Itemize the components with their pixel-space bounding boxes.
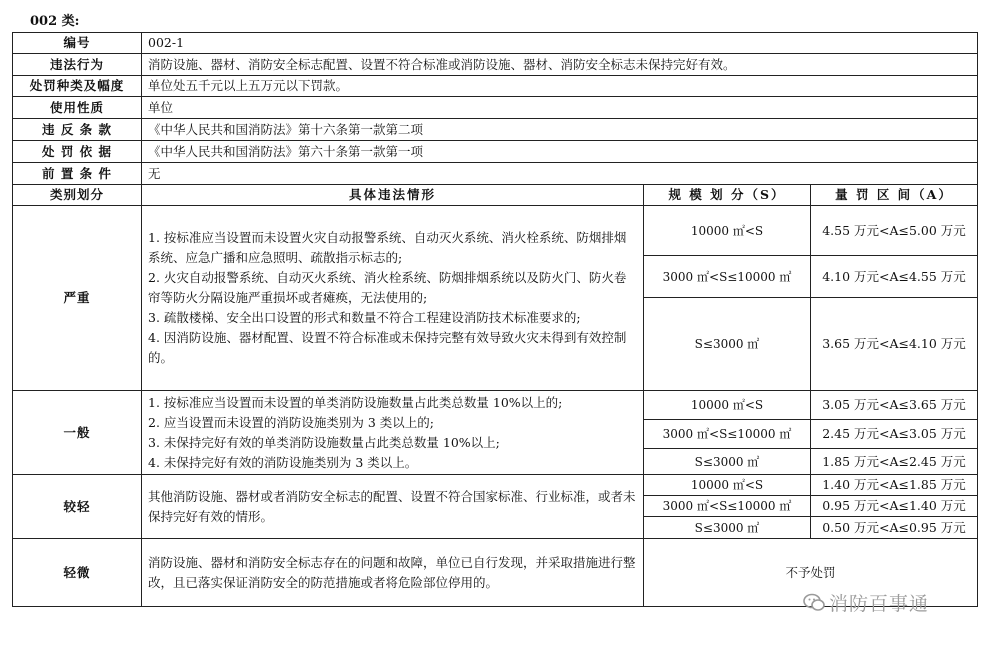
general-line-4: 4. 未保持完好有效的消防设施类别为 3 类以上。 <box>148 454 418 470</box>
row-code <box>13 33 978 54</box>
row-precondition <box>13 163 978 185</box>
serious-line-3: 3. 疏散楼梯、安全出口设置的形式和数量不符合工程建设消防技术标准要求的; <box>148 310 581 325</box>
row-penalty-type <box>13 76 978 97</box>
violation-label: 违法行为 <box>13 54 142 76</box>
watermark <box>803 589 929 618</box>
section-heading: 002 类: <box>30 14 80 29</box>
serious-tier-1 <box>13 206 978 256</box>
violated-clause-value: 《中华人民共和国消防法》第十六条第一款第二项 <box>142 119 978 141</box>
serious-scale-1: 10000 ㎡<S <box>644 206 811 256</box>
header-category: 类别划分 <box>13 185 142 206</box>
header-scale: 规 模 划 分（S） <box>644 185 811 206</box>
serious-fine-2: 4.10 万元<A≤4.55 万元 <box>811 256 978 298</box>
minor-scale-2: 3000 ㎡<S≤10000 ㎡ <box>644 496 811 517</box>
minor-tier-1 <box>13 475 978 496</box>
serious-fine-3: 3.65 万元<A≤4.10 万元 <box>811 298 978 391</box>
serious-scale-3: S≤3000 ㎡ <box>644 298 811 391</box>
row-penalty-basis <box>13 141 978 163</box>
wechat-icon <box>803 593 825 618</box>
category-slight: 轻微 <box>13 539 142 607</box>
row-violation <box>13 54 978 76</box>
usage-value: 单位 <box>142 97 978 119</box>
header-situation: 具体违法情形 <box>142 185 644 206</box>
minor-scale-1: 10000 ㎡<S <box>644 475 811 496</box>
general-fine-1: 3.05 万元<A≤3.65 万元 <box>811 391 978 420</box>
category-serious: 严重 <box>13 206 142 391</box>
slight-situation: 消防设施、器材和消防安全标志存在的问题和故障，单位已自行发现，并采取措施进行整改，且已落实保证消防安全的防范措施或者将危险部位停用的。 <box>142 539 644 607</box>
precondition-label: 前 置 条 件 <box>13 163 142 185</box>
serious-scale-2: 3000 ㎡<S≤10000 ㎡ <box>644 256 811 298</box>
general-tier-1 <box>13 391 978 420</box>
general-line-1: 1. 按标准应当设置而未设置的单类消防设施数量占此类总数量 10%以上的; <box>148 394 563 410</box>
minor-fine-1: 1.40 万元<A≤1.85 万元 <box>811 475 978 496</box>
code-label: 编号 <box>13 33 142 54</box>
penalty-basis-value: 《中华人民共和国消防法》第六十条第一款第一项 <box>142 141 978 163</box>
general-situations <box>142 391 644 475</box>
minor-fine-3: 0.50 万元<A≤0.95 万元 <box>811 517 978 539</box>
minor-situation: 其他消防设施、器材或者消防安全标志的配置、设置不符合国家标准、行业标准，或者未保持完好有效的情形。 <box>142 475 644 539</box>
code-value: 002-1 <box>142 33 978 54</box>
penalty-table <box>12 32 978 607</box>
category-minor: 较轻 <box>13 475 142 539</box>
table-header-row <box>13 185 978 206</box>
general-scale-2: 3000 ㎡<S≤10000 ㎡ <box>644 420 811 449</box>
serious-fine-1: 4.55 万元<A≤5.00 万元 <box>811 206 978 256</box>
violated-clause-label: 违 反 条 款 <box>13 119 142 141</box>
general-line-3: 3. 未保持完好有效的单类消防设施数量占此类总数量 10%以上; <box>148 434 500 450</box>
penalty-type-label: 处罚种类及幅度 <box>13 76 142 97</box>
general-fine-3: 1.85 万元<A≤2.45 万元 <box>811 449 978 475</box>
serious-line-1: 1. 按标准应当设置而未设置火灾自动报警系统、自动灭火系统、消火栓系统、防烟排烟系统、应急广播和应急照明、疏散指示标志的; <box>148 230 627 265</box>
general-line-2: 2. 应当设置而未设置的消防设施类别为 3 类以上的; <box>148 414 435 430</box>
usage-label: 使用性质 <box>13 97 142 119</box>
serious-situations <box>142 206 644 391</box>
general-scale-1: 10000 ㎡<S <box>644 391 811 420</box>
watermark-text: 消防百事通 <box>829 593 930 615</box>
general-scale-3: S≤3000 ㎡ <box>644 449 811 475</box>
serious-line-2: 2. 火灾自动报警系统、自动灭火系统、消火栓系统、防烟排烟系统以及防火门、防火卷帘等防火分隔设施严重损坏或者瘫痪，无法使用的; <box>148 270 627 305</box>
category-general: 一般 <box>13 391 142 475</box>
minor-fine-2: 0.95 万元<A≤1.40 万元 <box>811 496 978 517</box>
serious-line-4: 4. 因消防设施、器材配置、设置不符合标准或未保持完整有效导致火灾未得到有效控制的。 <box>148 330 627 365</box>
header-fine: 量 罚 区 间（A） <box>811 185 978 206</box>
slight-fine: 不予处罚 <box>644 539 978 607</box>
general-fine-2: 2.45 万元<A≤3.05 万元 <box>811 420 978 449</box>
row-violated-clause <box>13 119 978 141</box>
row-usage <box>13 97 978 119</box>
penalty-type-value: 单位处五千元以上五万元以下罚款。 <box>142 76 978 97</box>
precondition-value: 无 <box>142 163 978 185</box>
penalty-basis-label: 处 罚 依 据 <box>13 141 142 163</box>
minor-scale-3: S≤3000 ㎡ <box>644 517 811 539</box>
violation-value: 消防设施、器材、消防安全标志配置、设置不符合标准或消防设施、器材、消防安全标志未保持完好有效。 <box>142 54 978 76</box>
